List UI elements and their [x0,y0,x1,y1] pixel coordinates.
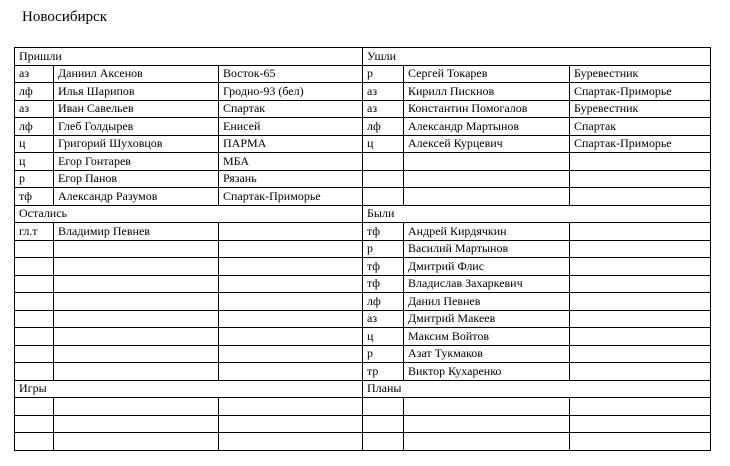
table-row [15,433,711,451]
arrived-pos-cell: ц [15,153,54,171]
were-club-cell [570,223,711,241]
were-name-cell: Виктор Кухаренко [404,363,570,381]
left-name-cell: Константин Помогалов [404,100,570,118]
left-club-cell: Буревестник [570,65,711,83]
table-row [15,170,711,188]
table-row [15,100,711,118]
arrived-name-cell: Даниил Аксенов [54,65,219,83]
games-b-cell [54,433,219,451]
were-name-cell: Данил Певнев [404,293,570,311]
section-header-stayed: Остались [15,205,363,223]
table-row [15,258,711,276]
table-row [15,83,711,101]
left-club-cell: Спартак-Приморье [570,83,711,101]
left-club-cell [570,153,711,171]
plans-b-cell [404,433,570,451]
arrived-pos-cell: аз [15,100,54,118]
arrived-pos-cell: р [15,170,54,188]
games-a-cell [15,415,54,433]
left-pos-cell: аз [363,100,404,118]
arrived-club-cell: Восток-65 [219,65,363,83]
were-name-cell: Василий Мартынов [404,240,570,258]
stayed-pos-cell [15,293,54,311]
games-b-cell [54,415,219,433]
arrived-club-cell: Гродно-93 (бел) [219,83,363,101]
table-row [15,240,711,258]
were-pos-cell: тф [363,275,404,293]
stayed-pos-cell [15,328,54,346]
were-pos-cell: тр [363,363,404,381]
stayed-club-cell [219,258,363,276]
were-club-cell [570,293,711,311]
arrived-name-cell: Григорий Шуховцов [54,135,219,153]
stayed-club-cell [219,363,363,381]
arrived-name-cell: Иван Савельев [54,100,219,118]
arrived-club-cell: МБА [219,153,363,171]
were-club-cell [570,258,711,276]
table-row [15,415,711,433]
section-header-left: Ушли [363,48,711,66]
stayed-name-cell [54,345,219,363]
left-club-cell: Спартак [570,118,711,136]
were-pos-cell: р [363,240,404,258]
section-header-arrived: Пришли [15,48,363,66]
arrived-club-cell: Спартак-Приморье [219,188,363,206]
stayed-name-cell [54,258,219,276]
stayed-pos-cell [15,275,54,293]
games-c-cell [219,398,363,416]
stayed-club-cell [219,240,363,258]
arrived-name-cell: Глеб Голдырев [54,118,219,136]
section-header-row [15,48,711,66]
table-row [15,328,711,346]
plans-a-cell [363,433,404,451]
stayed-pos-cell [15,258,54,276]
stayed-name-cell [54,328,219,346]
table-row [15,398,711,416]
left-club-cell [570,170,711,188]
arrived-club-cell: Рязань [219,170,363,188]
were-name-cell: Андрей Кирдячкин [404,223,570,241]
table-row [15,153,711,171]
arrived-pos-cell: лф [15,83,54,101]
left-name-cell: Александр Мартынов [404,118,570,136]
section-header-games: Игры [15,380,363,398]
were-pos-cell: лф [363,293,404,311]
were-club-cell [570,275,711,293]
table-row [15,188,711,206]
left-pos-cell [363,188,404,206]
left-name-cell: Алексей Курцевич [404,135,570,153]
stayed-name-cell [54,363,219,381]
were-club-cell [570,328,711,346]
page-title: Новосибирск [22,9,107,25]
were-name-cell: Азат Тукмаков [404,345,570,363]
stayed-name-cell [54,310,219,328]
were-club-cell [570,363,711,381]
stayed-pos-cell [15,345,54,363]
arrived-name-cell: Александр Разумов [54,188,219,206]
table-row [15,345,711,363]
were-club-cell [570,240,711,258]
table-row [15,363,711,381]
section-header-were: Были [363,205,711,223]
were-name-cell: Максим Войтов [404,328,570,346]
were-pos-cell: аз [363,310,404,328]
stayed-name-cell [54,293,219,311]
stayed-club-cell [219,223,363,241]
section-header-row [15,380,711,398]
roster-table [14,47,711,451]
table-row [15,135,711,153]
arrived-pos-cell: тф [15,188,54,206]
were-pos-cell: ц [363,328,404,346]
stayed-name-cell [54,240,219,258]
left-name-cell [404,188,570,206]
table-row [15,275,711,293]
games-c-cell [219,433,363,451]
plans-a-cell [363,398,404,416]
stayed-club-cell [219,328,363,346]
were-name-cell: Дмитрий Флис [404,258,570,276]
stayed-club-cell [219,310,363,328]
plans-b-cell [404,415,570,433]
arrived-name-cell: Егор Панов [54,170,219,188]
were-pos-cell: тф [363,223,404,241]
left-club-cell [570,188,711,206]
stayed-pos-cell: гл.т [15,223,54,241]
arrived-club-cell: Спартак [219,100,363,118]
plans-c-cell [570,433,711,451]
left-pos-cell [363,170,404,188]
table-row [15,293,711,311]
were-name-cell: Владислав Захаркевич [404,275,570,293]
were-pos-cell: тф [363,258,404,276]
stayed-club-cell [219,275,363,293]
games-a-cell [15,433,54,451]
stayed-name-cell [54,275,219,293]
left-name-cell: Сергей Токарев [404,65,570,83]
left-pos-cell: р [363,65,404,83]
arrived-pos-cell: ц [15,135,54,153]
stayed-club-cell [219,345,363,363]
arrived-pos-cell: аз [15,65,54,83]
table-row [15,223,711,241]
left-name-cell [404,153,570,171]
were-club-cell [570,345,711,363]
plans-a-cell [363,415,404,433]
were-pos-cell: р [363,345,404,363]
left-name-cell [404,170,570,188]
arrived-club-cell: ПАРМА [219,135,363,153]
plans-b-cell [404,398,570,416]
games-a-cell [15,398,54,416]
stayed-pos-cell [15,240,54,258]
stayed-club-cell [219,293,363,311]
table-row [15,65,711,83]
were-club-cell [570,310,711,328]
table-row [15,118,711,136]
plans-c-cell [570,415,711,433]
games-c-cell [219,415,363,433]
arrived-pos-cell: лф [15,118,54,136]
section-header-plans: Планы [363,380,711,398]
were-name-cell: Дмитрий Макеев [404,310,570,328]
left-pos-cell: ц [363,135,404,153]
arrived-name-cell: Егор Гонтарев [54,153,219,171]
left-club-cell: Спартак-Приморье [570,135,711,153]
left-pos-cell: аз [363,83,404,101]
left-pos-cell: лф [363,118,404,136]
stayed-name-cell: Владимир Певнев [54,223,219,241]
left-pos-cell [363,153,404,171]
section-header-row [15,205,711,223]
arrived-name-cell: Илья Шарипов [54,83,219,101]
stayed-pos-cell [15,363,54,381]
table-row [15,310,711,328]
games-b-cell [54,398,219,416]
left-club-cell: Буревестник [570,100,711,118]
arrived-club-cell: Енисей [219,118,363,136]
plans-c-cell [570,398,711,416]
stayed-pos-cell [15,310,54,328]
left-name-cell: Кирилл Пискнов [404,83,570,101]
